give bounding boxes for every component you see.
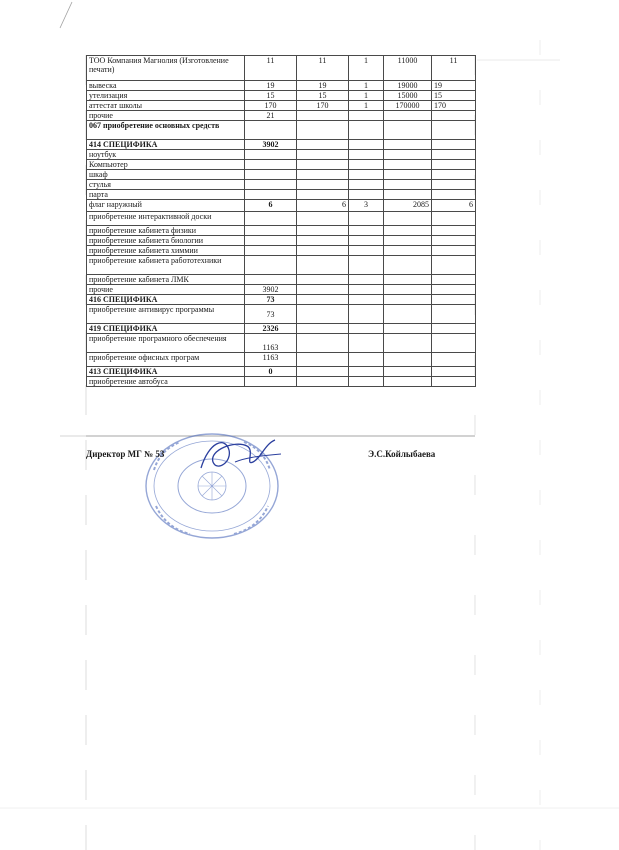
- row-label: ТОО Компания Магнолия (Изготовление печати): [87, 56, 245, 81]
- cell-value: 1: [349, 101, 384, 111]
- cell-value: 1: [349, 56, 384, 81]
- cell-value: 19: [297, 81, 349, 91]
- cell-value: 6: [297, 200, 349, 212]
- table-row: [87, 226, 476, 236]
- section-heading: 414 СПЕЦИФИКА: [87, 140, 245, 150]
- section-heading: 416 СПЕЦИФИКА: [87, 295, 245, 305]
- table-row: [87, 295, 476, 305]
- row-label: приобретение офисных програм: [87, 353, 245, 367]
- table-row: [87, 180, 476, 190]
- row-label: приобретение антивирус программы: [87, 305, 245, 324]
- cell-value: 11: [432, 56, 476, 81]
- table-row: [87, 81, 476, 91]
- row-label: приобретение кабинета физики: [87, 226, 245, 236]
- row-label: аттестат школы: [87, 101, 245, 111]
- row-label: шкаф: [87, 170, 245, 180]
- cell-value: 1163: [245, 334, 297, 353]
- table-row: [87, 377, 476, 387]
- cell-value: 170000: [384, 101, 432, 111]
- table-row: [87, 140, 476, 150]
- cell-value: 11: [297, 56, 349, 81]
- row-label: стулья: [87, 180, 245, 190]
- cell-value: 21: [245, 111, 297, 121]
- row-label: приобретение кабинета работотехники: [87, 256, 245, 275]
- cell-value: 73: [245, 305, 297, 324]
- section-heading: 413 СПЕЦИФИКА: [87, 367, 245, 377]
- director-title: Директор МГ № 53: [86, 449, 165, 459]
- table-row: [87, 160, 476, 170]
- section-heading: 419 СПЕЦИФИКА: [87, 324, 245, 334]
- signature-scribble: [195, 432, 285, 480]
- cell-value: 3902: [245, 285, 297, 295]
- row-label: приобретение кабинета биологии: [87, 236, 245, 246]
- row-label: вывеска: [87, 81, 245, 91]
- table-row: [87, 111, 476, 121]
- row-label: парта: [87, 190, 245, 200]
- cell-value: 15: [245, 91, 297, 101]
- row-label: прочие: [87, 111, 245, 121]
- cell-value: 11000: [384, 56, 432, 81]
- cell-value: 15: [432, 91, 476, 101]
- cell-value: 170: [297, 101, 349, 111]
- row-label: флаг наружный: [87, 200, 245, 212]
- table-row: [87, 101, 476, 111]
- cell-value: 19000: [384, 81, 432, 91]
- row-label: приобретение автобуса: [87, 377, 245, 387]
- cell-value: 15: [297, 91, 349, 101]
- table-row: [87, 236, 476, 246]
- director-name: Э.С.Койлыбаева: [368, 449, 436, 459]
- budget-table: [86, 55, 476, 387]
- table-row: [87, 256, 476, 275]
- table-row: [87, 367, 476, 377]
- table-row: [87, 56, 476, 81]
- table-row: [87, 305, 476, 324]
- row-label: приобретение интерактивной доски: [87, 212, 245, 226]
- table-row: [87, 91, 476, 101]
- cell-value: 170: [245, 101, 297, 111]
- row-label: ноутбук: [87, 150, 245, 160]
- table-row: [87, 190, 476, 200]
- row-label: прочие: [87, 285, 245, 295]
- table-row: [87, 212, 476, 226]
- cell-value: 6: [245, 200, 297, 212]
- row-label: утелизация: [87, 91, 245, 101]
- cell-value: 1163: [245, 353, 297, 367]
- row-label: приобретение програмного обеспечения: [87, 334, 245, 353]
- cell-value: 6: [432, 200, 476, 212]
- table-row: [87, 121, 476, 140]
- table-row: [87, 285, 476, 295]
- cell-value: 1: [349, 91, 384, 101]
- cell-value: 11: [245, 56, 297, 81]
- table-row: [87, 200, 476, 212]
- cell-value: 15000: [384, 91, 432, 101]
- table-row: [87, 353, 476, 367]
- cell-value: 19: [432, 81, 476, 91]
- cell-value: 2085: [384, 200, 432, 212]
- cell-value: 73: [245, 295, 297, 305]
- row-label: Компьютер: [87, 160, 245, 170]
- cell-value: 1: [349, 81, 384, 91]
- cell-value: 3: [349, 200, 384, 212]
- cell-value: 0: [245, 367, 297, 377]
- table-row: [87, 275, 476, 285]
- section-heading: 067 приобретение основных средств: [87, 121, 245, 140]
- row-label: приобретение кабинета химмии: [87, 246, 245, 256]
- table-row: [87, 150, 476, 160]
- table-row: [87, 246, 476, 256]
- cell-value: 3902: [245, 140, 297, 150]
- cell-value: 2326: [245, 324, 297, 334]
- table-row: [87, 334, 476, 353]
- cell-value: 19: [245, 81, 297, 91]
- table-row: [87, 170, 476, 180]
- table-row: [87, 324, 476, 334]
- cell-value: 170: [432, 101, 476, 111]
- row-label: приобретение кабинета ЛМК: [87, 275, 245, 285]
